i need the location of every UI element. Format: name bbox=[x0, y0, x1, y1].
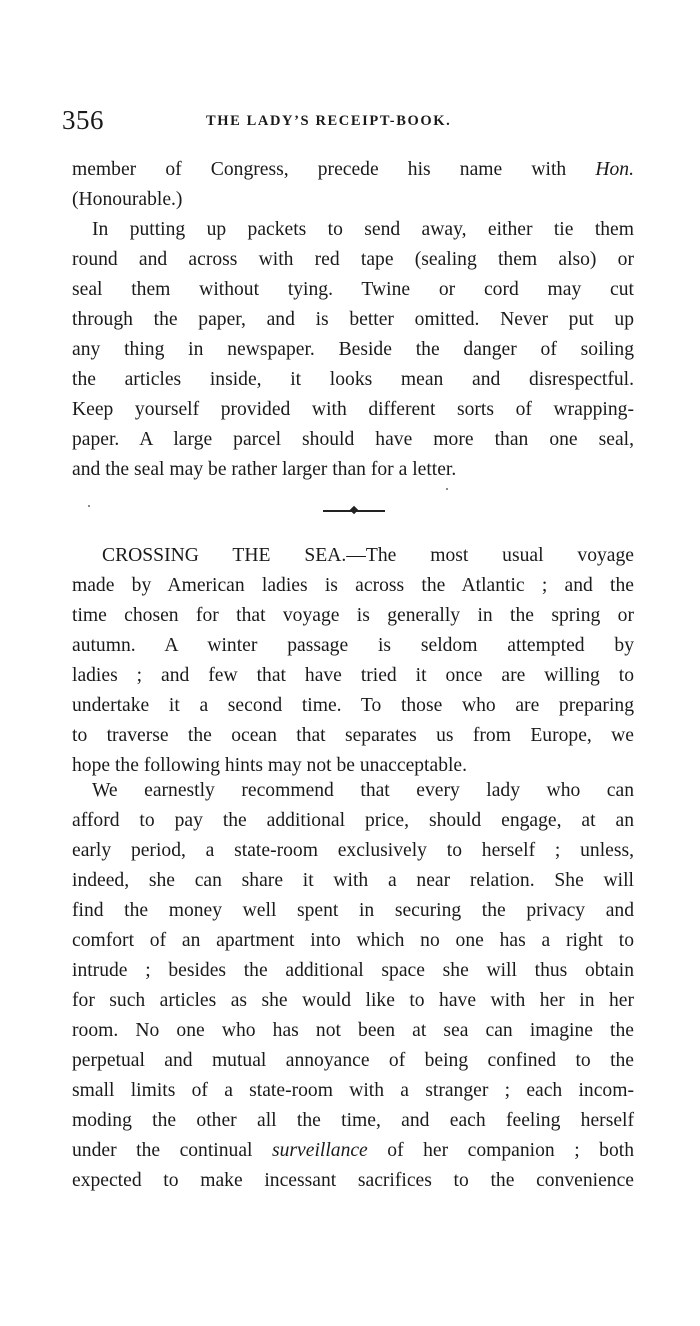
text-line: made by American ladies is across the Atlantic ; and the bbox=[72, 575, 634, 596]
page-header bbox=[62, 104, 642, 140]
text-line: seal them without tying. Twine or cord may cut bbox=[72, 279, 634, 300]
running-head: THE LADY’S RECEIPT-BOOK. bbox=[206, 113, 452, 129]
text-line: undertake it a second time. To those who are preparing bbox=[72, 695, 634, 716]
section-heading: CROSSING THE SEA. bbox=[102, 545, 347, 566]
text-line: for such articles as she would like to have with her in her bbox=[72, 990, 634, 1011]
text-line: autumn. A winter passage is seldom attempted by bbox=[72, 635, 634, 656]
ink-speck bbox=[88, 505, 90, 507]
text-line: paper. A large parcel should have more than one seal, bbox=[72, 429, 634, 450]
text-line: member of Congress, precede his name with Hon. bbox=[72, 159, 634, 180]
text-line: early period, a state-room exclusively to herself ; unless, bbox=[72, 840, 634, 861]
italic-abbreviation: Hon. bbox=[595, 159, 634, 180]
text-line: afford to pay the additional price, should engage, at an bbox=[72, 810, 634, 831]
text-line: time chosen for that voyage is generally in the spring or bbox=[72, 605, 634, 626]
text-line: indeed, she can share it with a near relation. She will bbox=[72, 870, 634, 891]
text-line: room. No one who has not been at sea can imagine the bbox=[72, 1020, 634, 1041]
text-line: and the seal may be rather larger than for a letter. bbox=[72, 459, 457, 480]
section-heading-line: CROSSING THE SEA.—The most usual voyage bbox=[102, 545, 634, 566]
text-line: expected to make incessant sacrifices to the convenience bbox=[72, 1170, 634, 1191]
text-line: round and across with red tape (sealing them also) or bbox=[72, 249, 634, 270]
text-line: perpetual and mutual annoyance of being confined to the bbox=[72, 1050, 634, 1071]
ink-speck bbox=[446, 488, 448, 490]
page-number: 356 bbox=[62, 105, 104, 135]
text-line: ladies ; and few that have tried it once are willing to bbox=[72, 665, 634, 686]
italic-word: surveillance bbox=[272, 1140, 368, 1161]
text-line: intrude ; besides the additional space she will thus obtain bbox=[72, 960, 634, 981]
text-line: to traverse the ocean that separates us from Europe, we bbox=[72, 725, 634, 746]
text-line: Keep yourself provided with different sorts of wrapping- bbox=[72, 399, 634, 420]
diamond-ornament-icon bbox=[350, 506, 358, 514]
text-line: small limits of a state-room with a stranger ; each incom- bbox=[72, 1080, 634, 1101]
text-line: We earnestly recommend that every lady who can bbox=[92, 780, 634, 801]
text-line: the articles inside, it looks mean and disrespectful. bbox=[72, 369, 634, 390]
text-line: through the paper, and is better omitted. Never put up bbox=[72, 309, 634, 330]
text-line: hope the following hints may not be unacceptable. bbox=[72, 755, 468, 776]
text-line: find the money well spent in securing the privacy and bbox=[72, 900, 634, 921]
text-line: (Honourable.) bbox=[72, 189, 183, 210]
text-line: In putting up packets to send away, either tie them bbox=[92, 219, 634, 240]
text-line: comfort of an apartment into which no one has a right to bbox=[72, 930, 634, 951]
text-line: any thing in newspaper. Beside the danger of soiling bbox=[72, 339, 634, 360]
text-line: under the continual surveillance of her companion ; both bbox=[72, 1140, 634, 1161]
section-divider bbox=[323, 507, 385, 515]
text-line: moding the other all the time, and each feeling herself bbox=[72, 1110, 634, 1131]
